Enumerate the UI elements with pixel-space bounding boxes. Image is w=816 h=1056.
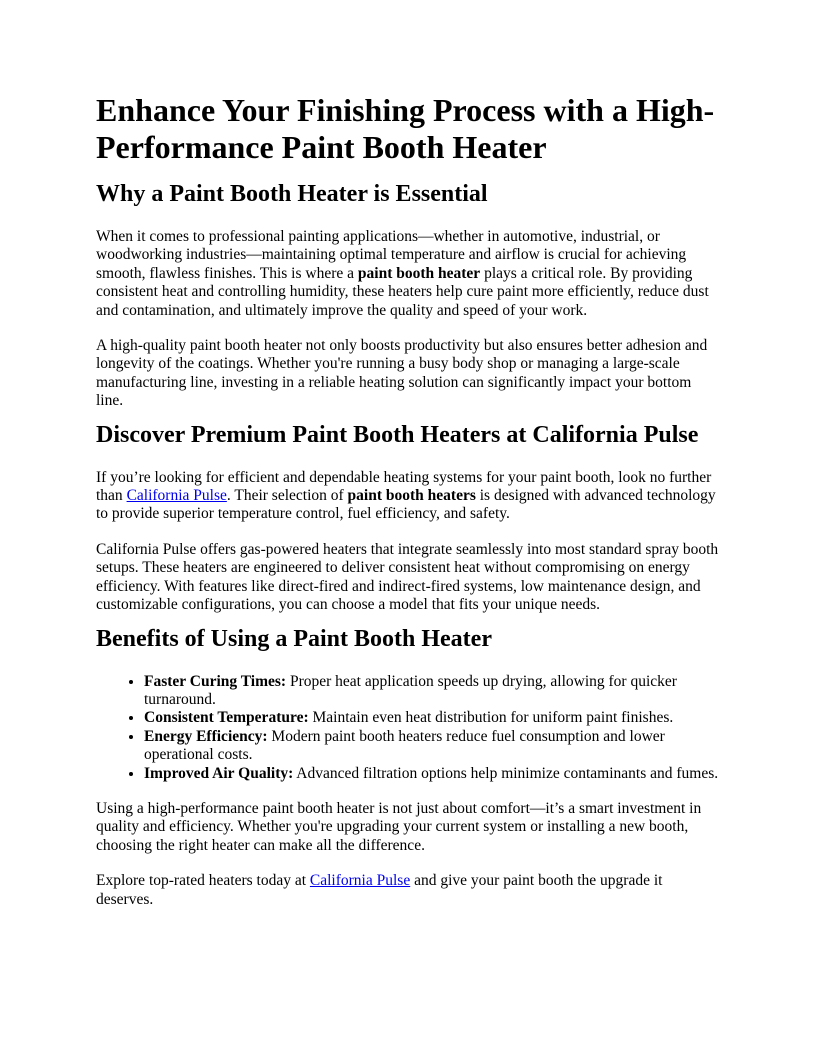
paragraph-discover (96, 469, 720, 524)
bold-term: paint booth heaters (347, 487, 476, 505)
benefits-list (96, 673, 720, 783)
section-heading-benefits: Benefits of Using a Paint Booth Heater (96, 625, 492, 652)
benefit-label: Energy Efficiency: (144, 727, 268, 745)
list-item (144, 765, 720, 783)
benefit-text: Proper heat application speeds up drying, allowing for quicker turnaround. (144, 672, 677, 708)
paragraph-text: and give your paint booth the upgrade it deserves. (96, 872, 663, 908)
benefit-text: Advanced filtration options help minimize contaminants and fumes. (293, 764, 719, 782)
list-item (144, 709, 720, 727)
section-heading-california-pulse: Discover Premium Paint Booth Heaters at California Pulse (96, 421, 699, 448)
section-heading-why-essential: Why a Paint Booth Heater is Essential (96, 181, 488, 207)
paragraph-text: is designed with advanced technology to provide superior temperature control, fuel efficiency, and safety. (96, 487, 716, 523)
paragraph-text: If you’re looking for efficient and dependable heating systems for your paint booth, look no further than (96, 468, 712, 505)
paragraph-investment: Using a high-performance paint booth heater is not just about comfort—it’s a smart investment in quality and efficiency. Whether you're upgrading your current system or installing a new booth, choosing the right heater can make all the difference. (96, 799, 702, 854)
paragraph-explore (96, 872, 720, 909)
paragraph-text: . Their selection of (226, 487, 348, 505)
paragraph-text: plays a critical role. By providing consistent heat and controlling humidity, these heaters help cure paint more efficiently, reduce dust and contamination, and ultimately improve the quality and speed of your work. (96, 264, 709, 319)
paragraph-offers: California Pulse offers gas-powered heaters that integrate seamlessly into most standard spray booth setups. These heaters are engineered to deliver consistent heat without compromising on energy efficiency. With features like direct-fired and indirect-fired systems, low maintenance design, and customizable configurations, you can choose a model that fits your unique needs. (96, 540, 719, 614)
benefit-label: Improved Air Quality: (144, 764, 294, 782)
list-item (144, 728, 720, 765)
benefit-label: Consistent Temperature: (144, 709, 309, 727)
paragraph-quality: A high-quality paint booth heater not only boosts productivity but also ensures better adhesion and longevity of the coatings. Whether you're running a busy body shop or managing a large-scale manufacturing line, investing in a reliable heating solution can significantly impact your bottom line. (96, 337, 708, 410)
paragraph-text: Explore top-rated heaters today at (96, 872, 310, 890)
list-item (144, 673, 720, 710)
paragraph-intro (96, 228, 720, 320)
benefit-label: Faster Curing Times: (144, 672, 287, 690)
benefit-text: Maintain even heat distribution for uniform paint finishes. (308, 709, 674, 727)
document-page (96, 92, 720, 909)
california-pulse-link[interactable]: California Pulse (126, 487, 227, 505)
bold-term: paint booth heater (357, 264, 481, 282)
california-pulse-link[interactable]: California Pulse (309, 872, 411, 890)
benefit-text: Modern paint booth heaters reduce fuel consumption and lower operational costs. (144, 727, 665, 764)
paragraph-text: When it comes to professional painting applications—whether in automotive, industrial, or woodworking industries—maintaining optimal temperature and airflow is crucial for achieving smooth, flawless finishes. This is where a (96, 228, 687, 282)
page-title: Enhance Your Finishing Process with a High-Performance Paint Booth Heater (96, 92, 715, 165)
